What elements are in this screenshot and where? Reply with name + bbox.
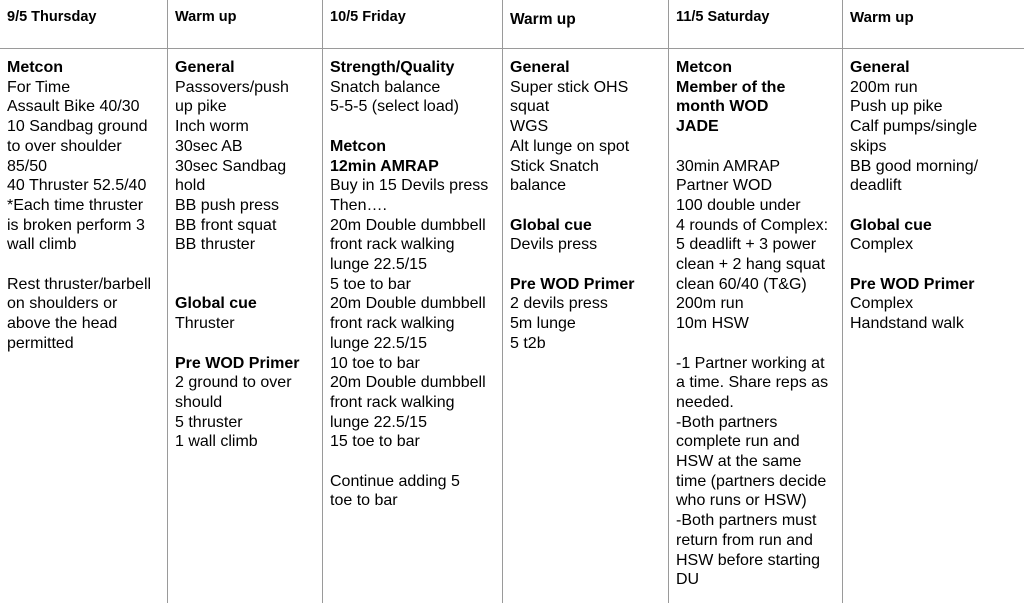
section-heading: Metcon	[676, 59, 732, 76]
text-line: deadlift	[850, 177, 902, 195]
text-line: 1 wall climb	[175, 433, 258, 451]
text-line: needed.	[676, 393, 734, 411]
text-line: *Each time thruster	[7, 196, 144, 214]
spacer	[330, 452, 494, 472]
text-line: 20m Double dumbbell	[330, 295, 486, 313]
text-line: -Both partners must	[676, 512, 817, 530]
text-line: front rack walking	[330, 393, 455, 411]
section-heading: Strength/Quality	[330, 59, 455, 76]
text-line: to over shoulder	[7, 137, 122, 155]
column-body	[323, 49, 502, 511]
section-heading: 12min AMRAP	[330, 157, 439, 175]
text-line: 10 toe to bar	[330, 354, 420, 372]
text-line: 200m run	[850, 78, 918, 96]
spacer	[676, 137, 834, 157]
section-heading: General	[850, 59, 910, 76]
spacer	[850, 255, 1016, 275]
text-line: BB thruster	[175, 236, 256, 254]
column-warmup-saturday	[843, 0, 1024, 603]
text-line: should	[175, 393, 223, 411]
section-heading: Pre WOD Primer	[510, 275, 635, 293]
spacer	[175, 275, 314, 295]
text-line: Devils press	[510, 236, 598, 254]
text-line: Passovers/push	[175, 78, 289, 96]
text-line: who runs or HSW)	[676, 492, 807, 510]
column-header: Warm up	[843, 0, 1024, 49]
text-line: 5m lunge	[510, 315, 576, 333]
text-line: Rest thruster/barbell	[7, 275, 152, 293]
text-line: 30sec AB	[175, 137, 243, 155]
text-line: Push up pike	[850, 98, 943, 116]
text-line: skips	[850, 137, 887, 155]
text-line: Snatch balance	[330, 78, 441, 96]
text-line: Complex	[850, 295, 914, 313]
text-line: hold	[175, 177, 206, 195]
text-line: 200m run	[676, 295, 744, 313]
text-line: balance	[510, 177, 567, 195]
text-line: Assault Bike 40/30	[7, 98, 140, 116]
section-heading: Global cue	[510, 216, 592, 234]
column-warmup-thursday	[168, 0, 323, 603]
text-line: Then….	[330, 196, 387, 214]
spacer	[7, 255, 159, 275]
text-line: 85/50	[7, 157, 48, 175]
text-line: Super stick OHS	[510, 78, 629, 96]
section-heading: Metcon	[7, 59, 63, 76]
text-line: 40 Thruster 52.5/40	[7, 177, 147, 195]
column-header: Warm up	[168, 0, 322, 49]
spacer	[330, 117, 494, 137]
spacer	[850, 196, 1016, 216]
spacer	[510, 196, 660, 216]
text-line: complete run and	[676, 433, 800, 451]
section-heading: Global cue	[850, 216, 932, 234]
text-line: lunge 22.5/15	[330, 256, 427, 274]
column-header: 11/5 Saturday	[669, 0, 842, 49]
text-line: Stick Snatch	[510, 157, 599, 175]
text-line: 5 toe to bar	[330, 275, 411, 293]
text-line: 5 t2b	[510, 334, 546, 352]
column-body	[503, 49, 668, 354]
text-line: 10 Sandbag ground	[7, 118, 148, 136]
text-line: For Time	[7, 78, 71, 96]
text-line: front rack walking	[330, 315, 455, 333]
section-heading: Pre WOD Primer	[175, 354, 300, 372]
text-line: time (partners decide	[676, 472, 827, 490]
column-friday	[323, 0, 503, 603]
text-line: wall climb	[7, 236, 77, 254]
column-body	[843, 49, 1024, 334]
text-line: 5 deadlift + 3 power	[676, 236, 817, 254]
text-line: 30min AMRAP	[676, 157, 781, 175]
text-line: BB good morning/	[850, 157, 979, 175]
section-heading: General	[510, 59, 570, 76]
text-line: Complex	[850, 236, 914, 254]
text-line: Buy in 15 Devils press	[330, 177, 489, 195]
text-line: 20m Double dumbbell	[330, 374, 486, 392]
text-line: 30sec Sandbag	[175, 157, 287, 175]
text-line: -1 Partner working at	[676, 354, 825, 372]
text-line: 2 ground to over	[175, 374, 292, 392]
section-heading: Global cue	[175, 295, 257, 313]
section-heading: JADE	[676, 118, 719, 136]
text-line: Inch worm	[175, 118, 249, 136]
column-warmup-friday	[503, 0, 669, 603]
section-heading: Metcon	[330, 137, 386, 155]
text-line: Handstand walk	[850, 315, 964, 333]
text-line: 10m HSW	[676, 315, 749, 333]
section-heading: Member of the	[676, 78, 786, 96]
text-line: lunge 22.5/15	[330, 334, 427, 352]
column-saturday	[669, 0, 843, 603]
text-line: 4 rounds of Complex:	[676, 216, 829, 234]
text-line: clean + 2 hang squat	[676, 256, 826, 274]
column-body	[0, 49, 167, 354]
text-line: lunge 22.5/15	[330, 413, 427, 431]
column-header: Warm up	[503, 0, 668, 49]
column-body	[168, 49, 322, 452]
section-heading: General	[175, 59, 235, 76]
text-line: toe to bar	[330, 492, 398, 510]
text-line: above the head	[7, 315, 118, 333]
column-header: 10/5 Friday	[323, 0, 502, 49]
text-line: 100 double under	[676, 196, 801, 214]
text-line: 20m Double dumbbell	[330, 216, 486, 234]
text-line: -Both partners	[676, 413, 778, 431]
text-line: Calf pumps/single	[850, 118, 978, 136]
text-line: on shoulders or	[7, 295, 118, 313]
text-line: Alt lunge on spot	[510, 137, 630, 155]
text-line: 5-5-5 (select load)	[330, 98, 459, 116]
spacer	[175, 334, 314, 354]
text-line: return from run and	[676, 531, 813, 549]
text-line: HSW at the same	[676, 453, 802, 471]
section-heading: month WOD	[676, 98, 769, 116]
column-thursday	[0, 0, 168, 603]
column-header: 9/5 Thursday	[0, 0, 167, 49]
text-line: clean 60/40 (T&G)	[676, 275, 807, 293]
column-body	[669, 49, 842, 590]
text-line: HSW before starting	[676, 551, 821, 569]
text-line: front rack walking	[330, 236, 455, 254]
text-line: 5 thruster	[175, 413, 243, 431]
text-line: a time. Share reps as	[676, 374, 829, 392]
text-line: Partner WOD	[676, 177, 773, 195]
text-line: 15 toe to bar	[330, 433, 420, 451]
text-line: Continue adding 5	[330, 472, 460, 490]
text-line: DU	[676, 571, 700, 589]
text-line: permitted	[7, 334, 74, 352]
spacer	[510, 255, 660, 275]
text-line: BB front squat	[175, 216, 277, 234]
text-line: up pike	[175, 98, 227, 116]
text-line: WGS	[510, 118, 549, 136]
text-line: 2 devils press	[510, 295, 608, 313]
spacer	[175, 255, 314, 275]
text-line: squat	[510, 98, 550, 116]
spacer	[676, 334, 834, 354]
text-line: BB push press	[175, 196, 280, 214]
text-line: is broken perform 3	[7, 216, 145, 234]
section-heading: Pre WOD Primer	[850, 275, 975, 293]
text-line: Thruster	[175, 315, 235, 333]
